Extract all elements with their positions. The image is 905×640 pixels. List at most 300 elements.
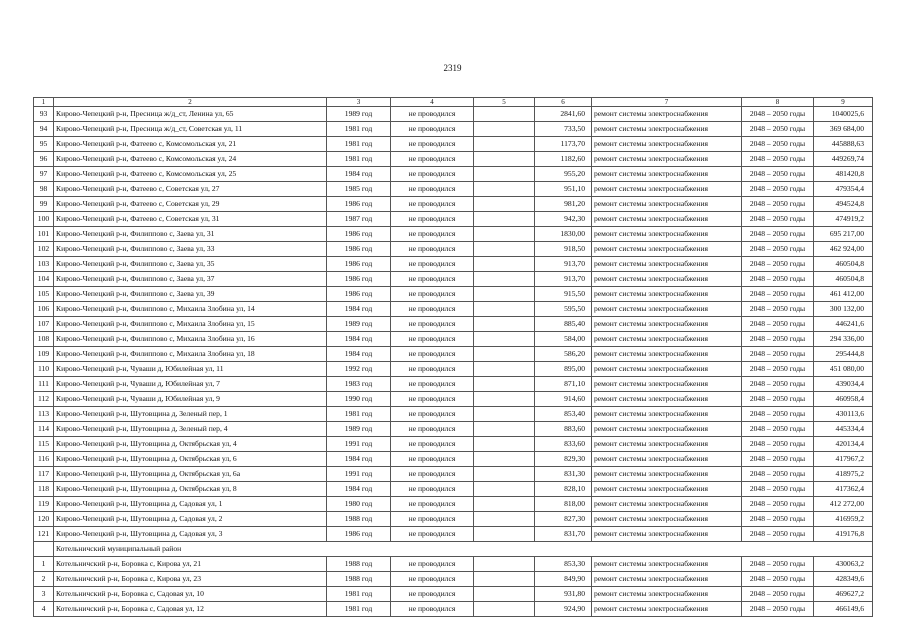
period-cell: 2048 – 2050 годы [742, 137, 814, 152]
work-type-cell: ремонт системы электроснабжения [592, 377, 742, 392]
work-type-cell: ремонт системы электроснабжения [592, 197, 742, 212]
year-cell: 1989 год [327, 317, 391, 332]
cost-cell: 494524,8 [814, 197, 873, 212]
year-cell: 1983 год [327, 377, 391, 392]
year-cell: 1985 год [327, 182, 391, 197]
cost-cell: 419176,8 [814, 527, 873, 542]
year-cell: 1989 год [327, 422, 391, 437]
row-number: 114 [34, 422, 54, 437]
table-row [34, 152, 873, 167]
column-number-row [34, 98, 873, 107]
empty-cell [474, 557, 535, 572]
status-cell: не проводился [391, 467, 474, 482]
cost-cell: 460958,4 [814, 392, 873, 407]
address-cell: Кирово-Чепецкий р-н, Шутовщина д, Октябрьская ул, 6 [54, 452, 327, 467]
address-cell: Кирово-Чепецкий р-н, Филиппово с, Заева ул, 31 [54, 227, 327, 242]
status-cell: не проводился [391, 107, 474, 122]
period-cell: 2048 – 2050 годы [742, 437, 814, 452]
row-number: 118 [34, 482, 54, 497]
empty-cell [474, 287, 535, 302]
row-number: 93 [34, 107, 54, 122]
work-type-cell: ремонт системы электроснабжения [592, 347, 742, 362]
area-cell: 849,90 [535, 572, 592, 587]
table-row [34, 227, 873, 242]
area-cell: 833,60 [535, 437, 592, 452]
address-cell: Кирово-Чепецкий р-н, Филиппово с, Михаила Злобина ул, 18 [54, 347, 327, 362]
status-cell: не проводился [391, 272, 474, 287]
table-row [34, 317, 873, 332]
cost-cell: 300 132,00 [814, 302, 873, 317]
address-cell: Кирово-Чепецкий р-н, Фатеево с, Советская ул, 29 [54, 197, 327, 212]
address-cell: Кирово-Чепецкий р-н, Филиппово с, Заева ул, 39 [54, 287, 327, 302]
area-cell: 828,10 [535, 482, 592, 497]
empty-cell [34, 542, 54, 557]
area-cell: 853,30 [535, 557, 592, 572]
year-cell: 1986 год [327, 242, 391, 257]
area-cell: 1173,70 [535, 137, 592, 152]
work-type-cell: ремонт системы электроснабжения [592, 242, 742, 257]
area-cell: 913,70 [535, 257, 592, 272]
row-number: 95 [34, 137, 54, 152]
row-number: 94 [34, 122, 54, 137]
row-number: 4 [34, 602, 54, 617]
column-number: 8 [742, 98, 814, 107]
area-cell: 918,50 [535, 242, 592, 257]
status-cell: не проводился [391, 512, 474, 527]
table-row [34, 242, 873, 257]
work-type-cell: ремонт системы электроснабжения [592, 557, 742, 572]
cost-cell: 417362,4 [814, 482, 873, 497]
empty-cell [474, 317, 535, 332]
cost-cell: 479354,4 [814, 182, 873, 197]
row-number: 2 [34, 572, 54, 587]
year-cell: 1986 год [327, 257, 391, 272]
empty-cell [474, 467, 535, 482]
work-type-cell: ремонт системы электроснабжения [592, 422, 742, 437]
work-type-cell: ремонт системы электроснабжения [592, 512, 742, 527]
cost-cell: 446241,6 [814, 317, 873, 332]
status-cell: не проводился [391, 557, 474, 572]
column-number: 1 [34, 98, 54, 107]
row-number: 109 [34, 347, 54, 362]
row-number: 3 [34, 587, 54, 602]
year-cell: 1987 год [327, 212, 391, 227]
year-cell: 1986 год [327, 287, 391, 302]
area-cell: 931,80 [535, 587, 592, 602]
status-cell: не проводился [391, 437, 474, 452]
work-type-cell: ремонт системы электроснабжения [592, 362, 742, 377]
empty-cell [474, 167, 535, 182]
area-cell: 1830,00 [535, 227, 592, 242]
period-cell: 2048 – 2050 годы [742, 332, 814, 347]
work-type-cell: ремонт системы электроснабжения [592, 407, 742, 422]
area-cell: 871,10 [535, 377, 592, 392]
cost-cell: 449269,74 [814, 152, 873, 167]
work-type-cell: ремонт системы электроснабжения [592, 527, 742, 542]
address-cell: Кирово-Чепецкий р-н, Фатеево с, Комсомольская ул, 24 [54, 152, 327, 167]
row-number: 107 [34, 317, 54, 332]
year-cell: 1986 год [327, 227, 391, 242]
table-row [34, 587, 873, 602]
period-cell: 2048 – 2050 годы [742, 197, 814, 212]
row-number: 97 [34, 167, 54, 182]
table-row [34, 497, 873, 512]
row-number: 111 [34, 377, 54, 392]
work-type-cell: ремонт системы электроснабжения [592, 497, 742, 512]
cost-cell: 462 924,00 [814, 242, 873, 257]
row-number: 110 [34, 362, 54, 377]
table-row [34, 212, 873, 227]
column-number: 3 [327, 98, 391, 107]
column-number: 7 [592, 98, 742, 107]
status-cell: не проводился [391, 572, 474, 587]
empty-cell [474, 257, 535, 272]
row-number: 99 [34, 197, 54, 212]
area-cell: 942,30 [535, 212, 592, 227]
area-cell: 981,20 [535, 197, 592, 212]
cost-cell: 445334,4 [814, 422, 873, 437]
period-cell: 2048 – 2050 годы [742, 167, 814, 182]
cost-cell: 451 080,00 [814, 362, 873, 377]
row-number: 98 [34, 182, 54, 197]
column-number: 9 [814, 98, 873, 107]
work-type-cell: ремонт системы электроснабжения [592, 587, 742, 602]
empty-cell [474, 407, 535, 422]
area-cell: 831,30 [535, 467, 592, 482]
address-cell: Кирово-Чепецкий р-н, Шутовщина д, Садовая ул, 3 [54, 527, 327, 542]
status-cell: не проводился [391, 197, 474, 212]
work-type-cell: ремонт системы электроснабжения [592, 182, 742, 197]
table-row [34, 452, 873, 467]
year-cell: 1984 год [327, 302, 391, 317]
address-cell: Котельничский р-н, Боровка с, Кирова ул, 21 [54, 557, 327, 572]
work-type-cell: ремонт системы электроснабжения [592, 287, 742, 302]
status-cell: не проводился [391, 527, 474, 542]
address-cell: Кирово-Чепецкий р-н, Фатеево с, Советская ул, 27 [54, 182, 327, 197]
year-cell: 1986 год [327, 272, 391, 287]
year-cell: 1981 год [327, 407, 391, 422]
row-number: 106 [34, 302, 54, 317]
row-number: 121 [34, 527, 54, 542]
period-cell: 2048 – 2050 годы [742, 422, 814, 437]
address-cell: Кирово-Чепецкий р-н, Филиппово с, Заева ул, 33 [54, 242, 327, 257]
period-cell: 2048 – 2050 годы [742, 602, 814, 617]
row-number: 100 [34, 212, 54, 227]
status-cell: не проводился [391, 317, 474, 332]
table-row [34, 422, 873, 437]
work-type-cell: ремонт системы электроснабжения [592, 272, 742, 287]
address-cell: Кирово-Чепецкий р-н, Шутовщина д, Октябрьская ул, 8 [54, 482, 327, 497]
area-cell: 914,60 [535, 392, 592, 407]
status-cell: не проводился [391, 242, 474, 257]
work-type-cell: ремонт системы электроснабжения [592, 392, 742, 407]
period-cell: 2048 – 2050 годы [742, 407, 814, 422]
year-cell: 1981 год [327, 602, 391, 617]
area-cell: 853,40 [535, 407, 592, 422]
year-cell: 1992 год [327, 362, 391, 377]
year-cell: 1981 год [327, 587, 391, 602]
cost-cell: 474919,2 [814, 212, 873, 227]
work-type-cell: ремонт системы электроснабжения [592, 122, 742, 137]
year-cell: 1984 год [327, 167, 391, 182]
empty-cell [474, 197, 535, 212]
table-row [34, 107, 873, 122]
year-cell: 1988 год [327, 572, 391, 587]
row-number: 119 [34, 497, 54, 512]
area-cell: 595,50 [535, 302, 592, 317]
empty-cell [474, 272, 535, 287]
section-row [34, 542, 873, 557]
address-cell: Кирово-Чепецкий р-н, Фатеево с, Комсомольская ул, 25 [54, 167, 327, 182]
table-row [34, 527, 873, 542]
work-type-cell: ремонт системы электроснабжения [592, 152, 742, 167]
period-cell: 2048 – 2050 годы [742, 587, 814, 602]
area-cell: 584,00 [535, 332, 592, 347]
table-row [34, 302, 873, 317]
empty-cell [474, 122, 535, 137]
period-cell: 2048 – 2050 годы [742, 392, 814, 407]
address-cell: Кирово-Чепецкий р-н, Филиппово с, Михаила Злобина ул, 16 [54, 332, 327, 347]
table-row [34, 392, 873, 407]
work-type-cell: ремонт системы электроснабжения [592, 332, 742, 347]
row-number: 103 [34, 257, 54, 272]
period-cell: 2048 – 2050 годы [742, 497, 814, 512]
work-type-cell: ремонт системы электроснабжения [592, 602, 742, 617]
year-cell: 1986 год [327, 527, 391, 542]
empty-cell [474, 587, 535, 602]
empty-cell [474, 482, 535, 497]
area-cell: 586,20 [535, 347, 592, 362]
cost-cell: 369 684,00 [814, 122, 873, 137]
empty-cell [474, 392, 535, 407]
period-cell: 2048 – 2050 годы [742, 572, 814, 587]
table-row [34, 332, 873, 347]
status-cell: не проводился [391, 482, 474, 497]
period-cell: 2048 – 2050 годы [742, 527, 814, 542]
year-cell: 1980 год [327, 497, 391, 512]
cost-cell: 466149,6 [814, 602, 873, 617]
address-cell: Кирово-Чепецкий р-н, Филиппово с, Заева ул, 35 [54, 257, 327, 272]
row-number: 117 [34, 467, 54, 482]
area-cell: 829,30 [535, 452, 592, 467]
period-cell: 2048 – 2050 годы [742, 467, 814, 482]
column-number: 2 [54, 98, 327, 107]
area-cell: 913,70 [535, 272, 592, 287]
table-row [34, 182, 873, 197]
row-number: 113 [34, 407, 54, 422]
period-cell: 2048 – 2050 годы [742, 512, 814, 527]
address-cell: Кирово-Чепецкий р-н, Пресница ж/д_ст, Ленина ул, 65 [54, 107, 327, 122]
work-type-cell: ремонт системы электроснабжения [592, 107, 742, 122]
area-cell: 915,50 [535, 287, 592, 302]
work-type-cell: ремонт системы электроснабжения [592, 227, 742, 242]
cost-cell: 430063,2 [814, 557, 873, 572]
cost-cell: 481420,8 [814, 167, 873, 182]
empty-cell [474, 437, 535, 452]
period-cell: 2048 – 2050 годы [742, 182, 814, 197]
status-cell: не проводился [391, 587, 474, 602]
table-row [34, 257, 873, 272]
period-cell: 2048 – 2050 годы [742, 452, 814, 467]
table-row [34, 347, 873, 362]
year-cell: 1981 год [327, 122, 391, 137]
address-cell: Кирово-Чепецкий р-н, Шутовщина д, Октябрьская ул, 4 [54, 437, 327, 452]
period-cell: 2048 – 2050 годы [742, 557, 814, 572]
column-number: 6 [535, 98, 592, 107]
address-cell: Котельничский р-н, Боровка с, Садовая ул, 12 [54, 602, 327, 617]
table-row [34, 272, 873, 287]
area-cell: 951,10 [535, 182, 592, 197]
period-cell: 2048 – 2050 годы [742, 122, 814, 137]
status-cell: не проводился [391, 347, 474, 362]
period-cell: 2048 – 2050 годы [742, 287, 814, 302]
area-cell: 883,60 [535, 422, 592, 437]
table-row [34, 467, 873, 482]
cost-cell: 445888,63 [814, 137, 873, 152]
period-cell: 2048 – 2050 годы [742, 302, 814, 317]
row-number: 120 [34, 512, 54, 527]
area-cell: 924,90 [535, 602, 592, 617]
work-type-cell: ремонт системы электроснабжения [592, 257, 742, 272]
empty-cell [474, 512, 535, 527]
address-cell: Кирово-Чепецкий р-н, Чуваши д, Юбилейная ул, 11 [54, 362, 327, 377]
status-cell: не проводился [391, 287, 474, 302]
address-cell: Котельничский р-н, Боровка с, Садовая ул, 10 [54, 587, 327, 602]
row-number: 1 [34, 557, 54, 572]
address-cell: Кирово-Чепецкий р-н, Чуваши д, Юбилейная ул, 7 [54, 377, 327, 392]
empty-cell [474, 242, 535, 257]
empty-cell [474, 332, 535, 347]
work-type-cell: ремонт системы электроснабжения [592, 437, 742, 452]
row-number: 101 [34, 227, 54, 242]
address-cell: Кирово-Чепецкий р-н, Шутовщина д, Зеленый пер, 1 [54, 407, 327, 422]
cost-cell: 460504,8 [814, 272, 873, 287]
table-row [34, 407, 873, 422]
address-cell: Кирово-Чепецкий р-н, Филиппово с, Заева ул, 37 [54, 272, 327, 287]
table-row [34, 362, 873, 377]
area-cell: 885,40 [535, 317, 592, 332]
period-cell: 2048 – 2050 годы [742, 107, 814, 122]
table-row [34, 557, 873, 572]
status-cell: не проводился [391, 452, 474, 467]
table-row [34, 287, 873, 302]
empty-cell [474, 572, 535, 587]
year-cell: 1989 год [327, 107, 391, 122]
area-cell: 1182,60 [535, 152, 592, 167]
empty-cell [474, 107, 535, 122]
work-type-cell: ремонт системы электроснабжения [592, 572, 742, 587]
area-cell: 733,50 [535, 122, 592, 137]
address-cell: Кирово-Чепецкий р-н, Шутовщина д, Октябрьская ул, 6а [54, 467, 327, 482]
cost-cell: 461 412,00 [814, 287, 873, 302]
empty-cell [474, 362, 535, 377]
address-cell: Кирово-Чепецкий р-н, Чуваши д, Юбилейная ул, 9 [54, 392, 327, 407]
status-cell: не проводился [391, 377, 474, 392]
cost-cell: 469627,2 [814, 587, 873, 602]
status-cell: не проводился [391, 497, 474, 512]
year-cell: 1991 год [327, 437, 391, 452]
year-cell: 1986 год [327, 197, 391, 212]
status-cell: не проводился [391, 212, 474, 227]
page-number: 2319 [443, 63, 462, 73]
work-type-cell: ремонт системы электроснабжения [592, 137, 742, 152]
period-cell: 2048 – 2050 годы [742, 257, 814, 272]
year-cell: 1984 год [327, 347, 391, 362]
period-cell: 2048 – 2050 годы [742, 152, 814, 167]
section-title: Котельничский муниципальный район [54, 542, 873, 557]
status-cell: не проводился [391, 227, 474, 242]
empty-cell [474, 182, 535, 197]
empty-cell [474, 137, 535, 152]
work-type-cell: ремонт системы электроснабжения [592, 467, 742, 482]
empty-cell [474, 422, 535, 437]
row-number: 108 [34, 332, 54, 347]
status-cell: не проводился [391, 392, 474, 407]
work-type-cell: ремонт системы электроснабжения [592, 167, 742, 182]
table-row [34, 377, 873, 392]
table-row [34, 482, 873, 497]
cost-cell: 430113,6 [814, 407, 873, 422]
period-cell: 2048 – 2050 годы [742, 242, 814, 257]
table-row [34, 167, 873, 182]
status-cell: не проводился [391, 257, 474, 272]
housing-registry-table [33, 97, 873, 617]
row-number: 96 [34, 152, 54, 167]
cost-cell: 695 217,00 [814, 227, 873, 242]
work-type-cell: ремонт системы электроснабжения [592, 302, 742, 317]
empty-cell [474, 497, 535, 512]
area-cell: 818,00 [535, 497, 592, 512]
address-cell: Кирово-Чепецкий р-н, Пресница ж/д_ст, Советская ул, 11 [54, 122, 327, 137]
status-cell: не проводился [391, 302, 474, 317]
empty-cell [474, 212, 535, 227]
cost-cell: 460504,8 [814, 257, 873, 272]
row-number: 112 [34, 392, 54, 407]
row-number: 104 [34, 272, 54, 287]
status-cell: не проводился [391, 152, 474, 167]
status-cell: не проводился [391, 422, 474, 437]
table-row [34, 572, 873, 587]
year-cell: 1988 год [327, 512, 391, 527]
table-row [34, 137, 873, 152]
empty-cell [474, 347, 535, 362]
table-row [34, 122, 873, 137]
address-cell: Котельничский р-н, Боровка с, Кирова ул, 23 [54, 572, 327, 587]
year-cell: 1991 год [327, 467, 391, 482]
cost-cell: 412 272,00 [814, 497, 873, 512]
year-cell: 1984 год [327, 332, 391, 347]
area-cell: 831,70 [535, 527, 592, 542]
work-type-cell: ремонт системы электроснабжения [592, 452, 742, 467]
cost-cell: 295444,8 [814, 347, 873, 362]
area-cell: 895,00 [535, 362, 592, 377]
year-cell: 1984 год [327, 482, 391, 497]
year-cell: 1988 год [327, 557, 391, 572]
empty-cell [474, 152, 535, 167]
table-row [34, 512, 873, 527]
work-type-cell: ремонт системы электроснабжения [592, 317, 742, 332]
cost-cell: 418975,2 [814, 467, 873, 482]
row-number: 115 [34, 437, 54, 452]
address-cell: Кирово-Чепецкий р-н, Фатеево с, Советская ул, 31 [54, 212, 327, 227]
cost-cell: 417967,2 [814, 452, 873, 467]
work-type-cell: ремонт системы электроснабжения [592, 482, 742, 497]
year-cell: 1981 год [327, 152, 391, 167]
address-cell: Кирово-Чепецкий р-н, Филиппово с, Михаила Злобина ул, 14 [54, 302, 327, 317]
table-row [34, 602, 873, 617]
address-cell: Кирово-Чепецкий р-н, Шутовщина д, Садовая ул, 2 [54, 512, 327, 527]
period-cell: 2048 – 2050 годы [742, 377, 814, 392]
